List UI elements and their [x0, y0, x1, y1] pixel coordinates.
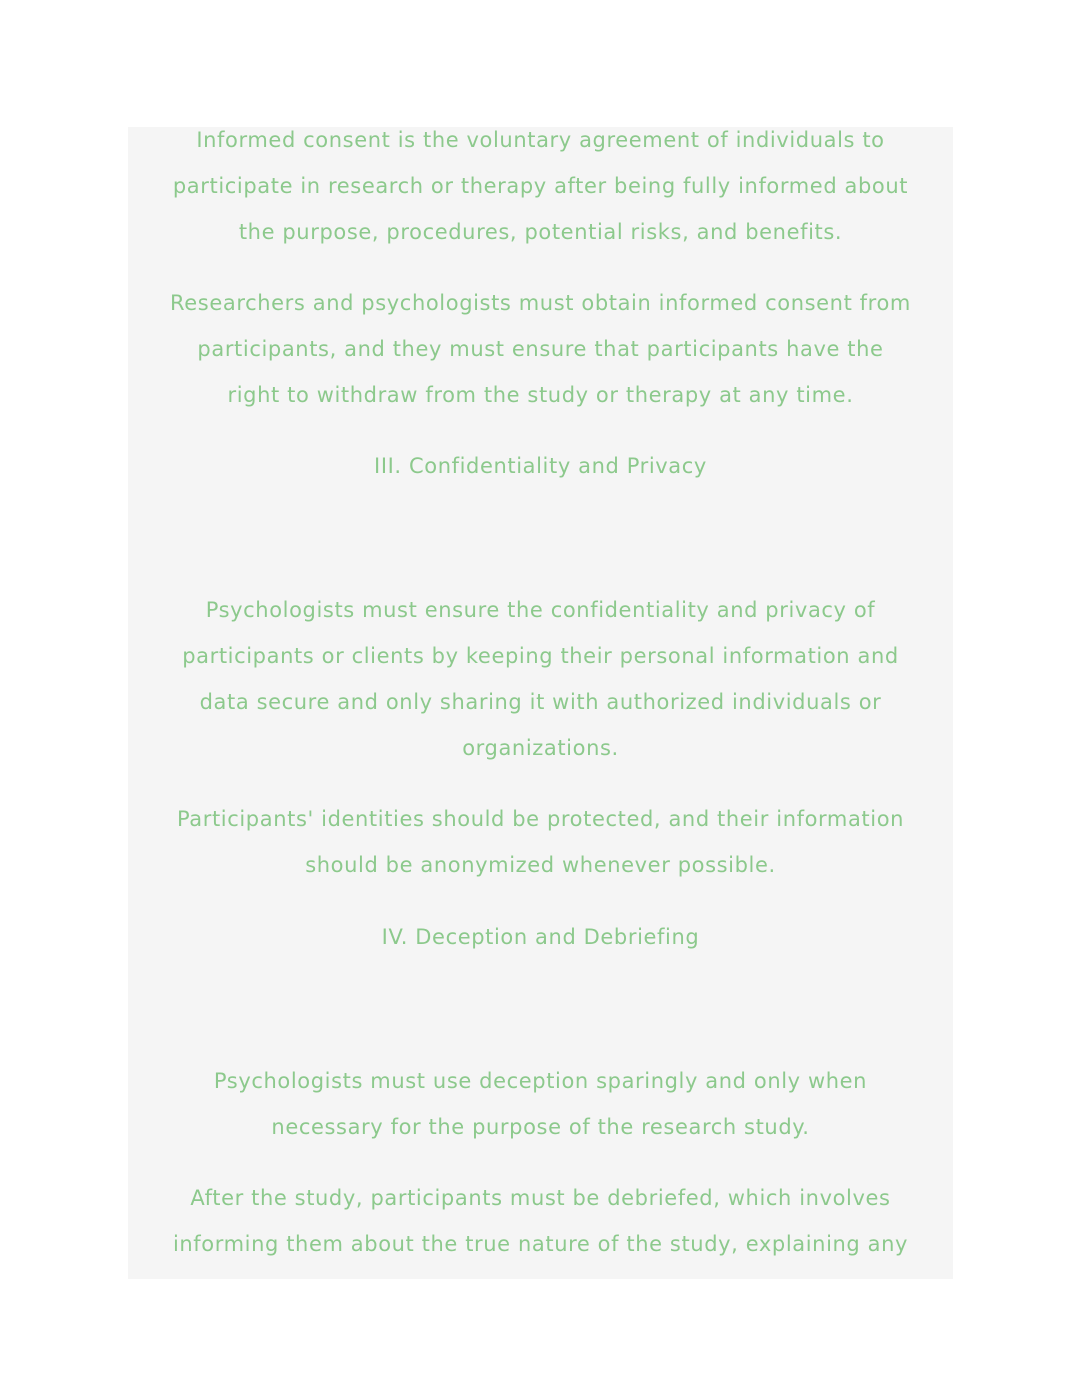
text-line: the purpose, procedures, potential risks, and benefits.: [238, 220, 843, 244]
text-line: right to withdraw from the study or therapy at any time.: [227, 383, 854, 407]
text-line: should be anonymized whenever possible.: [305, 853, 776, 877]
text-line: After the study, participants must be debriefed, which involves: [190, 1186, 891, 1210]
paragraph-deception-sparingly: [128, 1058, 953, 1150]
paragraph-obtain-consent: [128, 280, 953, 418]
text-line: Informed consent is the voluntary agreement of individuals to: [196, 128, 885, 152]
paragraph-identities-protected: [128, 796, 953, 888]
text-line: organizations.: [462, 736, 619, 760]
text-line: Psychologists must use deception sparingly and only when: [213, 1069, 868, 1093]
paragraph-informed-consent-definition: [128, 127, 953, 255]
paragraph-confidentiality: [128, 587, 953, 771]
text-line: participants, and they must ensure that participants have the: [197, 337, 884, 361]
text-line: Psychologists must ensure the confidentiality and privacy of: [205, 598, 876, 622]
text-line: informing them about the true nature of the study, explaining any: [172, 1232, 909, 1256]
paragraph-debriefing: [128, 1175, 953, 1267]
document-panel: [128, 127, 953, 1279]
text-line: necessary for the purpose of the research study.: [271, 1115, 810, 1139]
section-heading-confidentiality: III. Confidentiality and Privacy: [374, 454, 707, 478]
text-line: Participants' identities should be protected, and their information: [176, 807, 905, 831]
text-line: participants or clients by keeping their personal information and: [182, 644, 899, 668]
text-line: Researchers and psychologists must obtain informed consent from: [170, 291, 911, 315]
text-line: participate in research or therapy after being fully informed about: [172, 174, 909, 198]
text-line: data secure and only sharing it with authorized individuals or: [199, 690, 882, 714]
section-heading-deception: IV. Deception and Debriefing: [381, 925, 700, 949]
